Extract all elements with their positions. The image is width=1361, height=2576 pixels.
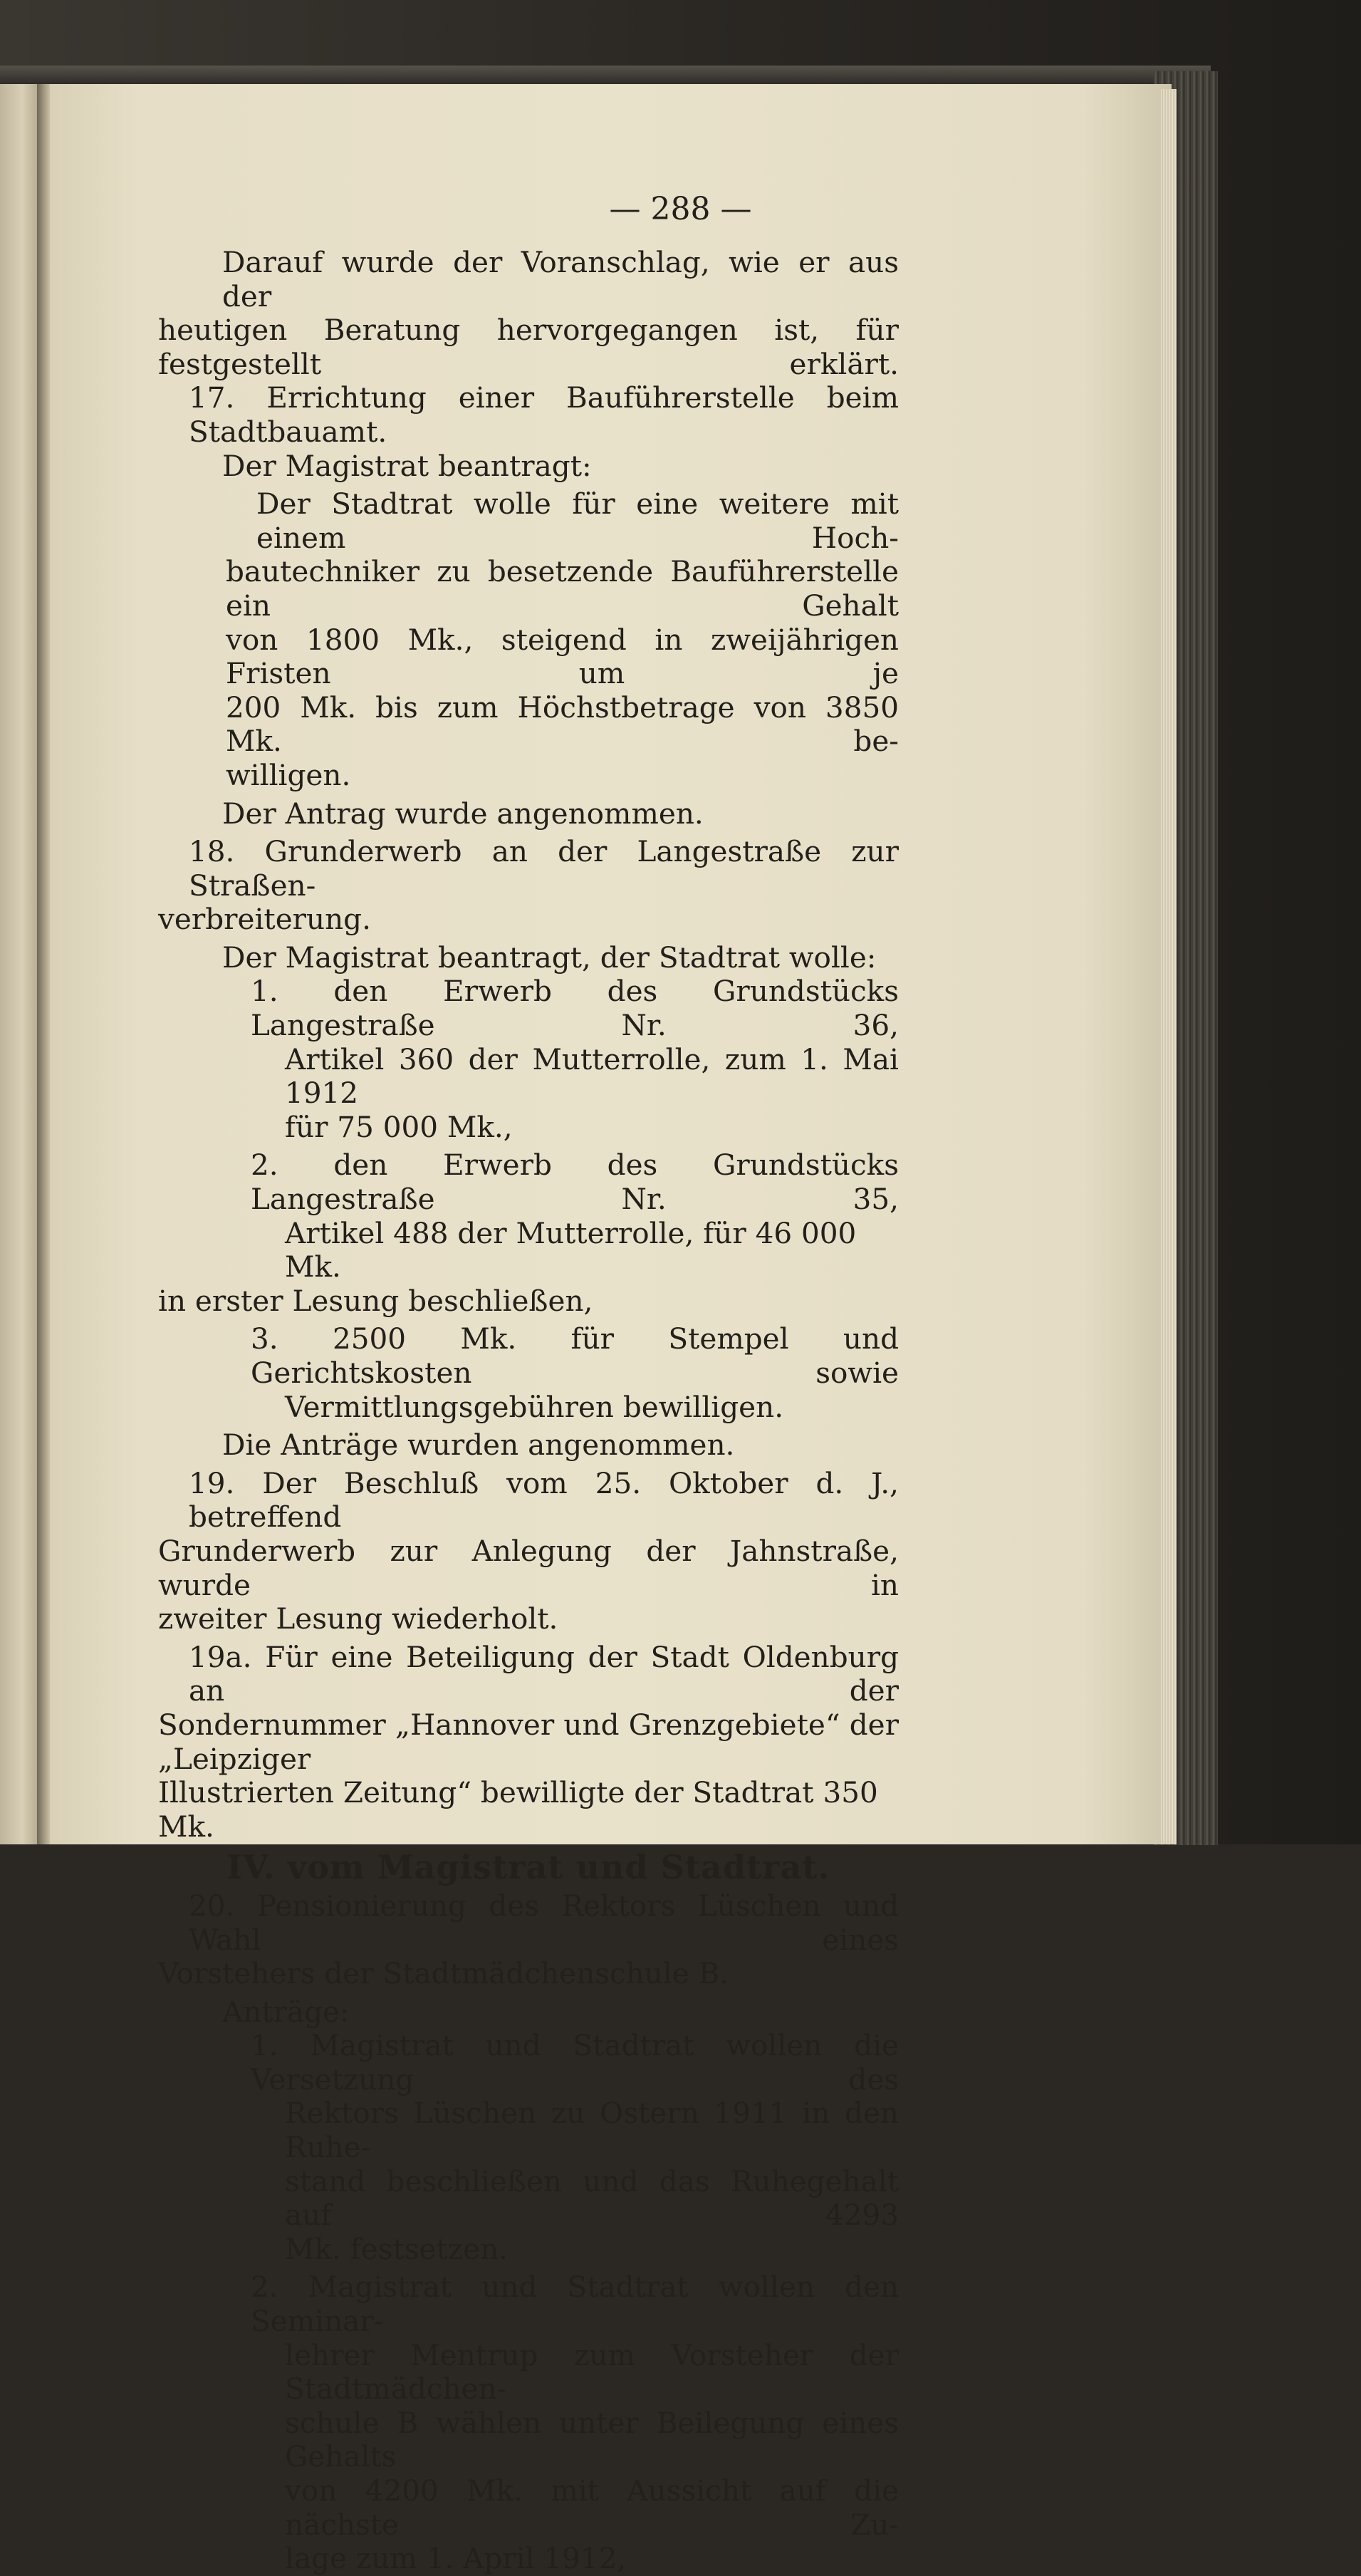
list-item: 2. den Erwerb des Grundstücks Langestraße Nr. 35, [251, 1148, 899, 1217]
paragraph: Anträge: [222, 1994, 350, 2029]
agenda-item-title: 19a. Für eine Beteiligung der Stadt Oldenburg an der [189, 1639, 899, 1708]
agenda-item-title: 17. Errichtung einer Bauführerstelle beim Stadtbauamt. [189, 380, 899, 449]
quoted-motion [158, 487, 899, 792]
paragraph: Darauf wurde der Voranschlag, wie er aus der [222, 245, 899, 313]
page-stack-edges [1161, 89, 1177, 1844]
section-heading: IV. vom Magistrat und Stadtrat. [226, 1848, 830, 1887]
agenda-item-title: verbreiterung. [158, 902, 371, 937]
motion-line: von 1800 Mk., steigend in zweijährigen Fristen um je [226, 622, 899, 691]
motion-line: bautechniker zu besetzende Bauführerstelle ein Gehalt [226, 554, 899, 623]
motion-line: willigen. [226, 757, 351, 792]
book-cover-edge [0, 66, 1211, 84]
paragraph: Sondernummer „Hannover und Grenzgebiete“ der „Leipziger [158, 1707, 899, 1776]
page-gutter [37, 84, 50, 1844]
paragraph: Der Antrag wurde angenommen. [222, 796, 704, 831]
list-item: lage zum 1. April 1912, [285, 2541, 627, 2576]
paragraph: Die Anträge wurden angenommen. [222, 1428, 735, 1463]
list-item: Vermittlungsgebühren bewilligen. [285, 1389, 784, 1424]
paragraph: in erster Lesung beschließen, [158, 1283, 593, 1318]
list-item: schule B wählen unter Beilegung eines Gehalts [285, 2405, 899, 2474]
motion-line: 200 Mk. bis zum Höchstbetrage von 3850 Mk. be- [226, 690, 899, 759]
list-item: 3. 2500 Mk. für Stempel und Gerichtskosten sowie [251, 1321, 899, 1390]
agenda-item-title: 20. Pensionierung des Rektors Lüschen und Wahl eines [189, 1888, 899, 1957]
paragraph: heutigen Beratung hervorgegangen ist, für festgestellt erklärt. [158, 313, 899, 381]
paragraph: Grunderwerb zur Anlegung der Jahnstraße, wurde in [158, 1533, 899, 1602]
agenda-item-title: 19. Der Beschluß vom 25. Oktober d. J., betreffend [189, 1465, 899, 1534]
list-item: Mk. festsetzen. [285, 2231, 509, 2266]
agenda-item-title: Vorstehers der Stadtmädchenschule B. [158, 1956, 729, 1991]
paragraph: Illustrierten Zeitung“ bewilligte der Stadtrat 350 Mk. [158, 1775, 878, 1844]
list-item: lehrer Mentrup zum Vorsteher der Stadtmädchen- [285, 2337, 899, 2406]
list-item: für 75 000 Mk., [285, 1109, 513, 1144]
list-item: Artikel 488 der Mutterrolle, für 46 000 Mk. [285, 1215, 857, 1284]
agenda-item-title: 18. Grunderwerb an der Langestraße zur Straßen- [189, 834, 899, 903]
page-number: — 288 — [609, 191, 752, 227]
page-body [158, 246, 899, 2576]
paragraph: zweiter Lesung wiederholt. [158, 1601, 558, 1636]
paragraph: Der Magistrat beantragt, der Stadtrat wolle: [222, 940, 877, 975]
left-page-fragment [0, 84, 37, 1844]
list-item: Rektors Lüschen zu Ostern 1911 in den Ruhe- [285, 2096, 899, 2165]
list-item: 1. den Erwerb des Grundstücks Langestraße Nr. 36, [251, 974, 899, 1043]
list-item: von 4200 Mk. mit Aussicht auf die nächste Zu- [285, 2473, 899, 2542]
list-item: stand beschließen und das Ruhegehalt auf 4293 [285, 2164, 899, 2233]
paragraph: Der Magistrat beantragt: [222, 448, 592, 483]
list-item: Artikel 360 der Mutterrolle, zum 1. Mai 1912 [285, 1042, 899, 1111]
motion-line: Der Stadtrat wolle für eine weitere mit einem Hoch- [256, 487, 899, 555]
list-item: 2. Magistrat und Stadtrat wollen den Seminar- [251, 2270, 899, 2339]
list-item: 1. Magistrat und Stadtrat wollen die Versetzung des [251, 2028, 899, 2097]
